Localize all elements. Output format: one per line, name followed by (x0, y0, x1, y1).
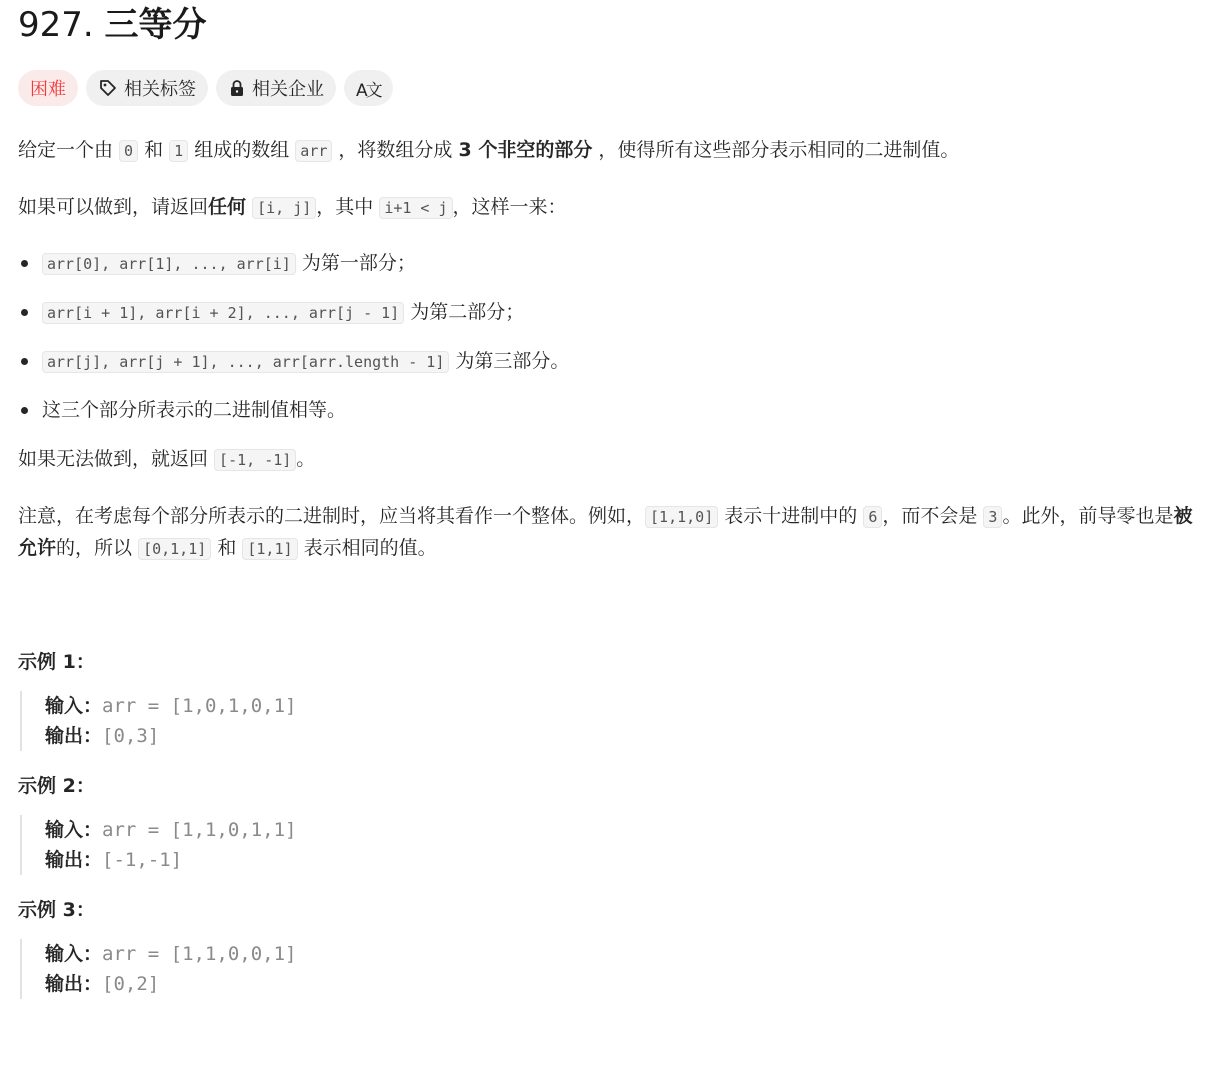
description-paragraph-4: 注意，在考虑每个部分所表示的二进制时，应当将其看作一个整体。例如， [1,1,0] 表示十进制中的 6 ，而不会是 3 。此外，前导零也是被允许的，所以 [0,1,1] 和 [1,1] 表示相同的值。 (18, 505, 1193, 559)
list-item: arr[0], arr[1], ..., arr[i] 为第一部分； (18, 248, 1208, 278)
description-paragraph-3: 如果无法做到，就返回 [-1, -1] 。 (18, 448, 316, 470)
example-output: 输出：[-1,-1] (45, 849, 183, 871)
description-paragraph-1: 给定一个由 0 和 1 组成的数组 arr ，将数组分成 3 个非空的部分 ，使得所有这些部分表示相同的二进制值。 (18, 139, 960, 161)
translate-button[interactable] (344, 70, 393, 106)
example-title: 示例 3： (18, 899, 95, 921)
example-block (20, 815, 1208, 875)
list-item: arr[i + 1], arr[i + 2], ..., arr[j - 1] 为第二部分； (18, 297, 1208, 327)
example-output: 输出：[0,3] (45, 725, 160, 747)
related-tags-button[interactable] (86, 70, 208, 106)
difficulty-badge (18, 70, 78, 106)
problem-name: 三等分 (104, 5, 207, 45)
lock-icon (228, 79, 246, 97)
tag-bar (18, 70, 1208, 106)
difficulty-label: 困难 (30, 79, 66, 100)
example-title: 示例 1： (18, 651, 95, 673)
related-companies-label: 相关企业 (252, 79, 324, 100)
list-item: 这三个部分所表示的二进制值相等。 (18, 395, 1208, 425)
tag-icon (98, 78, 118, 98)
description-paragraph-2: 如果可以做到，请返回任何 [i, j] ，其中 i+1 < j ，这样一来： (18, 196, 567, 218)
example-block (20, 939, 1208, 999)
example-title: 示例 2： (18, 775, 95, 797)
problem-title (18, 0, 1208, 46)
examples-section (18, 647, 1208, 999)
example-input: 输入：arr = [1,1,0,0,1] (45, 943, 297, 965)
problem-description (18, 135, 1208, 565)
conditions-list (18, 248, 1208, 425)
example-input: 输入：arr = [1,0,1,0,1] (45, 695, 297, 717)
related-tags-label: 相关标签 (124, 79, 196, 100)
related-companies-button[interactable] (216, 70, 336, 106)
example-output: 输出：[0,2] (45, 973, 160, 995)
translate-icon: A文 (356, 80, 381, 101)
example-input: 输入：arr = [1,1,0,1,1] (45, 819, 297, 841)
problem-number: 927. (18, 5, 94, 45)
example-block (20, 691, 1208, 751)
list-item: arr[j], arr[j + 1], ..., arr[arr.length - 1] 为第三部分。 (18, 346, 1208, 376)
